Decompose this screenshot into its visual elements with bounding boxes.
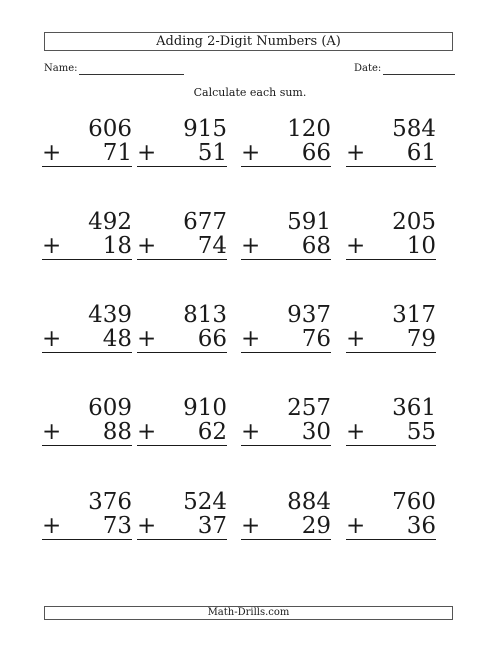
answer-line (42, 259, 132, 260)
problem (137, 396, 227, 456)
problem-top-number: 257 (287, 395, 331, 421)
plus-sign: + (42, 233, 62, 259)
problem (42, 210, 132, 270)
date-line (383, 74, 455, 75)
problem-top-number: 439 (88, 302, 132, 328)
plus-sign: + (241, 419, 261, 445)
problem (346, 396, 436, 456)
answer-line (137, 539, 227, 540)
problem-bottom-number: 88 (102, 419, 132, 445)
problem-bottom-number: 61 (406, 140, 436, 166)
problem-top-number: 361 (392, 395, 436, 421)
plus-sign: + (241, 233, 261, 259)
problem-top-number: 492 (88, 209, 132, 235)
problem-bottom-number: 73 (102, 513, 132, 539)
plus-sign: + (137, 140, 157, 166)
plus-sign: + (241, 326, 261, 352)
answer-line (42, 445, 132, 446)
problem-bottom-number: 66 (301, 140, 331, 166)
problem (241, 303, 331, 363)
problem-bottom-number: 29 (301, 513, 331, 539)
problem-top-number: 813 (183, 302, 227, 328)
problem-top-number: 120 (287, 116, 331, 142)
answer-line (346, 445, 436, 446)
answer-line (241, 259, 331, 260)
problem (137, 490, 227, 550)
problem-bottom-number: 76 (301, 326, 331, 352)
answer-line (346, 259, 436, 260)
problem (241, 210, 331, 270)
problem-top-number: 591 (287, 209, 331, 235)
problem-bottom-number: 37 (197, 513, 227, 539)
problem-top-number: 606 (88, 116, 132, 142)
answer-line (42, 166, 132, 167)
problem-top-number: 584 (392, 116, 436, 142)
answer-line (346, 539, 436, 540)
answer-line (42, 352, 132, 353)
answer-line (346, 166, 436, 167)
problem (137, 210, 227, 270)
problem-bottom-number: 10 (406, 233, 436, 259)
problem-bottom-number: 62 (197, 419, 227, 445)
plus-sign: + (42, 419, 62, 445)
problem-top-number: 915 (183, 116, 227, 142)
problem (42, 396, 132, 456)
plus-sign: + (42, 326, 62, 352)
problem (241, 117, 331, 177)
answer-line (241, 445, 331, 446)
problem-top-number: 760 (392, 489, 436, 515)
problem-bottom-number: 66 (197, 326, 227, 352)
answer-line (137, 352, 227, 353)
problem (42, 117, 132, 177)
answer-line (137, 166, 227, 167)
problem-top-number: 910 (183, 395, 227, 421)
plus-sign: + (42, 513, 62, 539)
answer-line (137, 445, 227, 446)
problem (241, 396, 331, 456)
footer-credit: Math-Drills.com (44, 606, 453, 620)
problem (346, 490, 436, 550)
problem-top-number: 884 (287, 489, 331, 515)
name-label: Name: (44, 63, 78, 74)
problem (241, 490, 331, 550)
problem (137, 303, 227, 363)
problem-top-number: 677 (183, 209, 227, 235)
problem-top-number: 524 (183, 489, 227, 515)
problem (42, 490, 132, 550)
answer-line (241, 166, 331, 167)
answer-line (137, 259, 227, 260)
problem-bottom-number: 68 (301, 233, 331, 259)
problem (346, 303, 436, 363)
problem-bottom-number: 71 (102, 140, 132, 166)
problem-top-number: 376 (88, 489, 132, 515)
plus-sign: + (241, 140, 261, 166)
answer-line (346, 352, 436, 353)
problem-top-number: 317 (392, 302, 436, 328)
problem-bottom-number: 48 (102, 326, 132, 352)
problem-top-number: 937 (287, 302, 331, 328)
problem-bottom-number: 36 (406, 513, 436, 539)
worksheet-title: Adding 2-Digit Numbers (A) (44, 32, 453, 51)
problem-bottom-number: 55 (406, 419, 436, 445)
problem-bottom-number: 79 (406, 326, 436, 352)
answer-line (241, 539, 331, 540)
problem-bottom-number: 51 (197, 140, 227, 166)
plus-sign: + (346, 513, 366, 539)
problem (137, 117, 227, 177)
plus-sign: + (137, 419, 157, 445)
plus-sign: + (346, 326, 366, 352)
answer-line (42, 539, 132, 540)
problem-bottom-number: 18 (102, 233, 132, 259)
problem (346, 210, 436, 270)
problem (346, 117, 436, 177)
name-line (79, 74, 184, 75)
answer-line (241, 352, 331, 353)
problem (42, 303, 132, 363)
plus-sign: + (137, 513, 157, 539)
plus-sign: + (346, 140, 366, 166)
problem-top-number: 205 (392, 209, 436, 235)
plus-sign: + (137, 233, 157, 259)
plus-sign: + (346, 233, 366, 259)
plus-sign: + (346, 419, 366, 445)
problem-top-number: 609 (88, 395, 132, 421)
problem-bottom-number: 30 (301, 419, 331, 445)
plus-sign: + (42, 140, 62, 166)
problem-bottom-number: 74 (197, 233, 227, 259)
plus-sign: + (241, 513, 261, 539)
plus-sign: + (137, 326, 157, 352)
instructions: Calculate each sum. (193, 86, 307, 99)
date-label: Date: (354, 63, 382, 74)
